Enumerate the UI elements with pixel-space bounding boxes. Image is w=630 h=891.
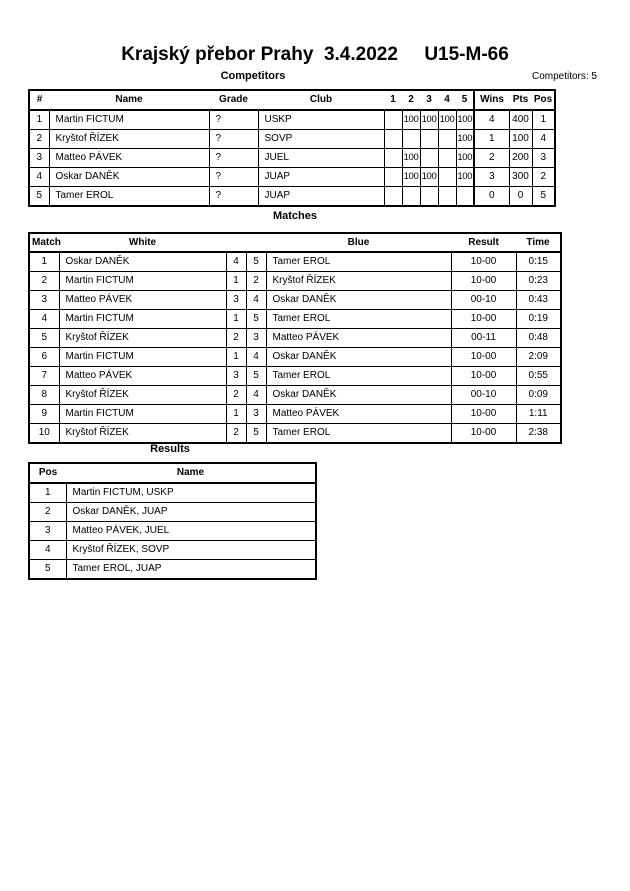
table-cell xyxy=(384,168,402,187)
competitors-section-heading: Competitors xyxy=(220,70,286,82)
table-cell: 4 xyxy=(226,252,246,272)
table-header-cell: Name xyxy=(49,90,209,110)
table-cell: Kryštof ŘÍZEK xyxy=(59,386,226,405)
table-cell: 4 xyxy=(532,130,555,149)
page-title: Krajský přebor Prahy 3.4.2022 U15-M-66 xyxy=(121,44,509,65)
table-header-row xyxy=(29,233,561,252)
table-row xyxy=(29,367,561,386)
table-cell: Kryštof ŘÍZEK, SOVP xyxy=(66,541,316,560)
table-cell: 1 xyxy=(226,272,246,291)
table-row xyxy=(29,348,561,367)
table-header-row xyxy=(29,90,555,110)
table-cell: 4 xyxy=(29,168,49,187)
table-cell: 200 xyxy=(509,149,532,168)
table-cell xyxy=(456,187,474,207)
table-header-cell: # xyxy=(29,90,49,110)
table-cell: Oskar DANĚK xyxy=(49,168,209,187)
table-cell xyxy=(438,130,456,149)
table-header-cell: Grade xyxy=(209,90,258,110)
table-cell: 100 xyxy=(509,130,532,149)
table-cell: 300 xyxy=(509,168,532,187)
table-cell: 5 xyxy=(246,252,266,272)
table-cell xyxy=(438,149,456,168)
table-cell: Kryštof ŘÍZEK xyxy=(59,424,226,444)
table-cell xyxy=(420,187,438,207)
table-cell: 100 xyxy=(456,130,474,149)
table-cell: 2 xyxy=(29,272,59,291)
table-row xyxy=(29,503,316,522)
table-cell: 100 xyxy=(456,168,474,187)
table-cell xyxy=(384,149,402,168)
table-cell: JUAP xyxy=(258,168,384,187)
table-cell: 10-00 xyxy=(451,367,516,386)
table-cell: 3 xyxy=(29,522,66,541)
table-cell: 4 xyxy=(246,291,266,310)
table-cell: Matteo PÁVEK xyxy=(266,329,451,348)
table-cell: 10-00 xyxy=(451,405,516,424)
table-header-cell: 4 xyxy=(438,90,456,110)
table-cell: 10-00 xyxy=(451,348,516,367)
table-cell: 6 xyxy=(29,348,59,367)
table-row xyxy=(29,149,555,168)
table-cell: Tamer EROL xyxy=(266,252,451,272)
table-cell: 3 xyxy=(226,291,246,310)
competitors-table xyxy=(28,89,556,207)
table-cell: 1:11 xyxy=(516,405,561,424)
table-cell: 2 xyxy=(29,503,66,522)
table-cell: JUEL xyxy=(258,149,384,168)
table-cell xyxy=(420,149,438,168)
table-row xyxy=(29,310,561,329)
table-header-cell: Pos xyxy=(29,463,66,483)
table-cell: Martin FICTUM xyxy=(49,110,209,130)
table-cell: 3 xyxy=(226,367,246,386)
table-header-cell: 3 xyxy=(420,90,438,110)
table-cell: 100 xyxy=(420,168,438,187)
table-cell: 100 xyxy=(438,110,456,130)
table-header-cell: Pts xyxy=(509,90,532,110)
table-cell: 0:09 xyxy=(516,386,561,405)
table-header-cell: Wins xyxy=(474,90,509,110)
table-cell: 0:55 xyxy=(516,367,561,386)
table-cell: 2 xyxy=(29,130,49,149)
table-cell: Oskar DANĚK xyxy=(266,291,451,310)
table-cell: 1 xyxy=(29,110,49,130)
table-cell: 0:23 xyxy=(516,272,561,291)
table-cell: 5 xyxy=(29,329,59,348)
table-cell: 3 xyxy=(474,168,509,187)
table-cell xyxy=(402,130,420,149)
table-header-cell: Blue xyxy=(266,233,451,252)
table-cell: 4 xyxy=(29,541,66,560)
table-cell: Martin FICTUM xyxy=(59,405,226,424)
table-header-cell: Pos xyxy=(532,90,555,110)
table-cell: 2 xyxy=(226,386,246,405)
table-cell: 3 xyxy=(29,149,49,168)
table-cell: 5 xyxy=(29,187,49,207)
table-cell: 4 xyxy=(246,386,266,405)
table-row xyxy=(29,272,561,291)
table-header-cell: 1 xyxy=(384,90,402,110)
table-cell: 2 xyxy=(474,149,509,168)
table-row xyxy=(29,541,316,560)
table-header-row xyxy=(29,463,316,483)
table-cell: 1 xyxy=(226,348,246,367)
table-cell: 100 xyxy=(456,110,474,130)
table-cell: Oskar DANĚK xyxy=(266,348,451,367)
results-section-heading: Results xyxy=(150,443,190,455)
table-cell: 5 xyxy=(246,424,266,444)
table-row xyxy=(29,252,561,272)
table-row xyxy=(29,386,561,405)
table-cell: 4 xyxy=(29,310,59,329)
table-cell: 00-10 xyxy=(451,291,516,310)
table-cell: 0:19 xyxy=(516,310,561,329)
table-cell: Martin FICTUM xyxy=(59,348,226,367)
table-cell: 0 xyxy=(509,187,532,207)
table-cell: Kryštof ŘÍZEK xyxy=(266,272,451,291)
table-cell: 2 xyxy=(226,424,246,444)
table-cell: 4 xyxy=(474,110,509,130)
table-row xyxy=(29,522,316,541)
table-cell: 10-00 xyxy=(451,310,516,329)
table-cell: 2 xyxy=(226,329,246,348)
table-cell: 9 xyxy=(29,405,59,424)
results-table xyxy=(28,462,317,580)
table-cell: 5 xyxy=(532,187,555,207)
table-cell: ? xyxy=(209,149,258,168)
table-header-cell: Name xyxy=(66,463,316,483)
table-cell xyxy=(420,130,438,149)
table-cell: JUAP xyxy=(258,187,384,207)
table-row xyxy=(29,187,555,207)
table-header-cell: White xyxy=(59,233,226,252)
table-header-cell: Club xyxy=(258,90,384,110)
table-cell: Matteo PÁVEK xyxy=(59,291,226,310)
table-cell: ? xyxy=(209,110,258,130)
table-cell xyxy=(438,187,456,207)
table-cell xyxy=(384,110,402,130)
table-cell: 3 xyxy=(29,291,59,310)
table-cell: Martin FICTUM xyxy=(59,272,226,291)
table-cell: 3 xyxy=(246,405,266,424)
table-cell: 5 xyxy=(246,310,266,329)
table-cell: ? xyxy=(209,168,258,187)
table-row xyxy=(29,130,555,149)
table-cell: 0:48 xyxy=(516,329,561,348)
table-cell xyxy=(402,187,420,207)
table-header-cell: 2 xyxy=(402,90,420,110)
table-cell: 5 xyxy=(246,367,266,386)
table-header-cell: 5 xyxy=(456,90,474,110)
table-cell: 10 xyxy=(29,424,59,444)
table-cell: 1 xyxy=(532,110,555,130)
table-cell: 100 xyxy=(456,149,474,168)
table-cell: 00-11 xyxy=(451,329,516,348)
table-row xyxy=(29,110,555,130)
table-cell: 2:38 xyxy=(516,424,561,444)
table-cell: USKP xyxy=(258,110,384,130)
table-cell: 100 xyxy=(402,168,420,187)
table-cell: Kryštof ŘÍZEK xyxy=(49,130,209,149)
table-cell: 7 xyxy=(29,367,59,386)
table-row xyxy=(29,424,561,444)
table-cell: SOVP xyxy=(258,130,384,149)
table-cell: Tamer EROL xyxy=(49,187,209,207)
table-cell: 0:15 xyxy=(516,252,561,272)
table-cell: Matteo PÁVEK, JUEL xyxy=(66,522,316,541)
table-cell: 4 xyxy=(246,348,266,367)
table-cell: 1 xyxy=(29,252,59,272)
table-cell: 10-00 xyxy=(451,252,516,272)
table-cell: 1 xyxy=(29,483,66,503)
table-header-cell: Result xyxy=(451,233,516,252)
table-cell: 2 xyxy=(532,168,555,187)
table-row xyxy=(29,291,561,310)
table-cell: 0:43 xyxy=(516,291,561,310)
competitors-count-label: Competitors: 5 xyxy=(531,71,597,82)
table-cell: 400 xyxy=(509,110,532,130)
table-cell: Martin FICTUM, USKP xyxy=(66,483,316,503)
table-cell: Tamer EROL, JUAP xyxy=(66,560,316,580)
table-cell: 10-00 xyxy=(451,272,516,291)
table-cell: 2:09 xyxy=(516,348,561,367)
table-cell: 100 xyxy=(402,110,420,130)
table-cell: Tamer EROL xyxy=(266,310,451,329)
table-cell: 100 xyxy=(402,149,420,168)
table-cell: Tamer EROL xyxy=(266,424,451,444)
table-cell: ? xyxy=(209,130,258,149)
table-cell: Oskar DANĚK, JUAP xyxy=(66,503,316,522)
table-cell: 00-10 xyxy=(451,386,516,405)
table-header-cell: Match xyxy=(29,233,59,252)
table-cell: Matteo PÁVEK xyxy=(266,405,451,424)
table-row xyxy=(29,405,561,424)
table-row xyxy=(29,329,561,348)
table-header-cell xyxy=(226,233,246,252)
table-cell: ? xyxy=(209,187,258,207)
matches-section-heading: Matches xyxy=(272,210,318,222)
table-cell: 1 xyxy=(226,310,246,329)
table-cell xyxy=(438,168,456,187)
table-cell: 100 xyxy=(420,110,438,130)
table-cell: Oskar DANĚK xyxy=(59,252,226,272)
matches-table xyxy=(28,232,562,444)
table-row xyxy=(29,483,316,503)
table-cell: Matteo PÁVEK xyxy=(49,149,209,168)
table-header-cell: Time xyxy=(516,233,561,252)
table-cell: Martin FICTUM xyxy=(59,310,226,329)
table-cell xyxy=(384,130,402,149)
table-cell: 10-00 xyxy=(451,424,516,444)
table-cell: 8 xyxy=(29,386,59,405)
table-row xyxy=(29,168,555,187)
table-cell: 1 xyxy=(474,130,509,149)
table-header-cell xyxy=(246,233,266,252)
table-cell: 3 xyxy=(246,329,266,348)
table-cell xyxy=(384,187,402,207)
table-cell: 3 xyxy=(532,149,555,168)
table-cell: Matteo PÁVEK xyxy=(59,367,226,386)
table-cell: 2 xyxy=(246,272,266,291)
table-cell: Oskar DANĚK xyxy=(266,386,451,405)
table-cell: 1 xyxy=(226,405,246,424)
table-cell: Tamer EROL xyxy=(266,367,451,386)
table-cell: 0 xyxy=(474,187,509,207)
table-row xyxy=(29,560,316,580)
table-cell: Kryštof ŘÍZEK xyxy=(59,329,226,348)
table-cell: 5 xyxy=(29,560,66,580)
